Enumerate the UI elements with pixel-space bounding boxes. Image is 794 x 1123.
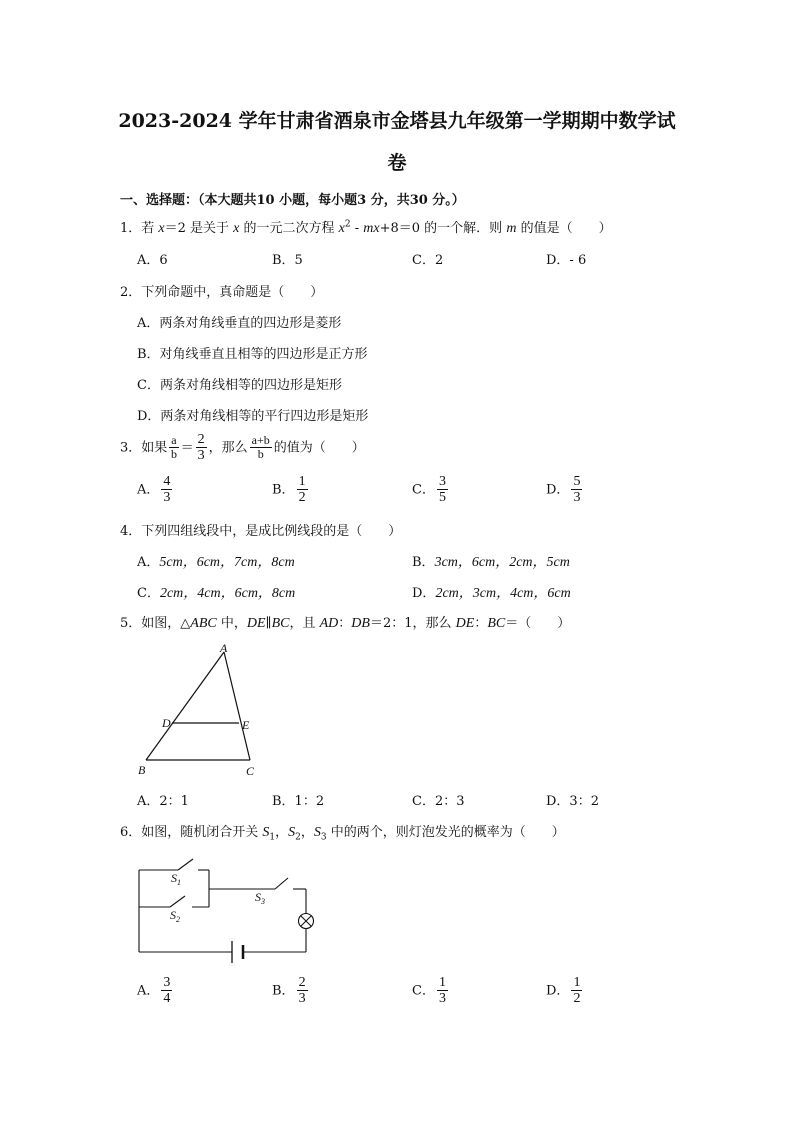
label-e: E [242,718,250,732]
q3-option-b[interactable]: B． $\frac{1}{2}$ [272,474,306,506]
label-s1: $S_1$ [171,871,181,887]
exam-title-line1: 2023-2024 学年甘肃省酒泉市金塔县九年级第一学期期中数学试 [118,110,676,132]
q1-option-b[interactable]: B．5 [272,253,303,268]
q6-option-d[interactable]: D． $\frac{1}{2}$ [546,975,581,1007]
section-header: 一、选择题：（本大题共10 小题，每小题3 分，共30 分。） [120,193,465,208]
q4-option-b[interactable]: B．3cm，6cm，2cm，5cm [412,555,570,570]
label-c: C [246,764,255,778]
label-d: D [162,716,171,730]
fraction-2-over-3: $\frac{2}{3}$ [197,432,205,464]
question-1-stem: 1．若 x＝2 是关于 x 的一元二次方程 $x^2 - mx+8=0$ 的一个解．则 m 的值是（ ） [120,219,612,236]
switch-s1 [178,859,193,870]
q6-option-c[interactable]: C． $\frac{1}{3}$ [412,975,446,1007]
q1-option-d[interactable]: D．- 6 [546,253,587,268]
label-s2: $S_2$ [170,908,180,924]
side-ab [146,652,224,760]
question-2-stem: 2．下列命题中，真命题是（ ） [120,285,324,300]
question-5-stem: 5．如图，△ABC 中，DE∥BC，且 AD：DB＝2：1，那么 DE：BC＝（ ） [120,616,571,631]
q5-option-b[interactable]: B．1：2 [272,794,325,809]
q4-option-d[interactable]: D．2cm，3cm，4cm，6cm [412,586,571,601]
q2-option-a[interactable]: A．两条对角线垂直的四边形是菱形 [137,316,342,331]
question-6-stem: 6．如图，随机闭合开关 $S_1$，$S_2$，$S_3$ 中的两个，则灯泡发光的概率为（ ） [120,825,565,843]
q5-option-a[interactable]: A．2：1 [137,794,189,809]
q3-option-c[interactable]: C． $\frac{3}{5}$ [412,474,446,506]
q1-option-c[interactable]: C．2 [412,253,444,268]
label-s3: $S_3$ [255,890,265,906]
q2-option-d[interactable]: D．两条对角线相等的平行四边形是矩形 [137,409,369,424]
q5-option-c[interactable]: C．2：3 [412,794,465,809]
fraction-a-over-b: $\frac{a}{b}$ [170,433,177,462]
side-ac [224,652,250,760]
fraction-a-plus-b-over-b: $\frac{a+b}{b}$ [251,433,270,462]
q5-option-d[interactable]: D．3：2 [546,794,599,809]
circuit-figure [130,845,320,970]
question-4-stem: 4．下列四组线段中，是成比例线段的是（ ） [120,524,402,539]
switch-s2 [170,896,185,907]
switch-s3 [275,878,288,889]
q1-option-a[interactable]: A．6 [137,253,168,268]
q2-option-b[interactable]: B．对角线垂直且相等的四边形是正方形 [137,347,368,362]
q2-option-c[interactable]: C．两条对角线相等的四边形是矩形 [137,378,342,393]
q4-option-c[interactable]: C．2cm，4cm，6cm，8cm [137,586,296,601]
exam-title-line2: 卷 [387,152,407,174]
label-a: A [220,641,228,655]
q3-option-d[interactable]: D． $\frac{5}{3}$ [546,474,581,506]
q3-option-a[interactable]: A． $\frac{4}{3}$ [137,474,171,506]
q6-option-a[interactable]: A． $\frac{3}{4}$ [137,975,171,1007]
q4-option-a[interactable]: A．5cm，6cm，7cm，8cm [137,555,295,570]
q6-option-b[interactable]: B． $\frac{2}{3}$ [272,975,306,1007]
triangle-figure [130,640,270,782]
label-b: B [138,763,146,777]
question-3-stem: 3．如果 $\frac{a}{b}$ ＝ $\frac{2}{3}$ ，那么 $\frac{a+b}{b}$ 的值为（ ） [120,432,365,464]
